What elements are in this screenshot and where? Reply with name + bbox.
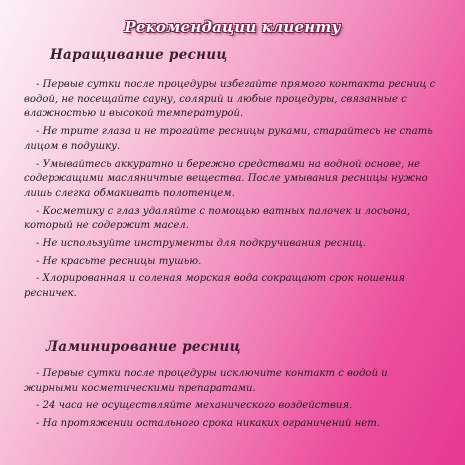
list-item: - Не трите глаза и не трогайте ресницы руками, старайтесь не спать лицом в подушку. — [24, 126, 433, 152]
list-item: - Не используйте инструменты для подкручивания ресниц. — [36, 238, 366, 250]
section-heading-lamination: Ламинирование ресниц — [46, 339, 241, 355]
list-item: - Не красьте ресницы тушью. — [36, 255, 202, 267]
list-item: - На протяжении остального срока никаких ограничений нет. — [36, 418, 380, 430]
list-item: - 24 часа не осуществляйте механического воздействия. — [36, 400, 353, 412]
list-item: - Хлорированная и соленая морская вода сокращают срок ношения ресничек. — [24, 273, 405, 300]
page-title: Рекомендации клиенту — [124, 18, 341, 36]
lamination-recommendations-list — [24, 367, 442, 435]
list-item: - Умывайтесь аккуратно и бережно средствами на водной основе, не содержащими масляничтые вещества. После умывания ресницы нужно лишь слегка обмакивать полотенцем. — [24, 158, 428, 199]
section-heading-extensions: Наращивание ресниц — [50, 47, 228, 63]
extensions-recommendations-list — [24, 78, 442, 305]
list-item: - Первые сутки после процедуры избегайте прямого контакта ресниц с водой, не посещайте сауну, солярий и любые процедуры, связанные с влажностью и высокой температурой. — [24, 79, 436, 120]
list-item: - Первые сутки после процедуры исключите контакт с водой и жирными косметическими препаратами. — [24, 368, 388, 394]
list-item: - Косметику с глаз удаляйте с помощью ватных палочек и лосьона, который не содержит масел. — [24, 205, 411, 232]
